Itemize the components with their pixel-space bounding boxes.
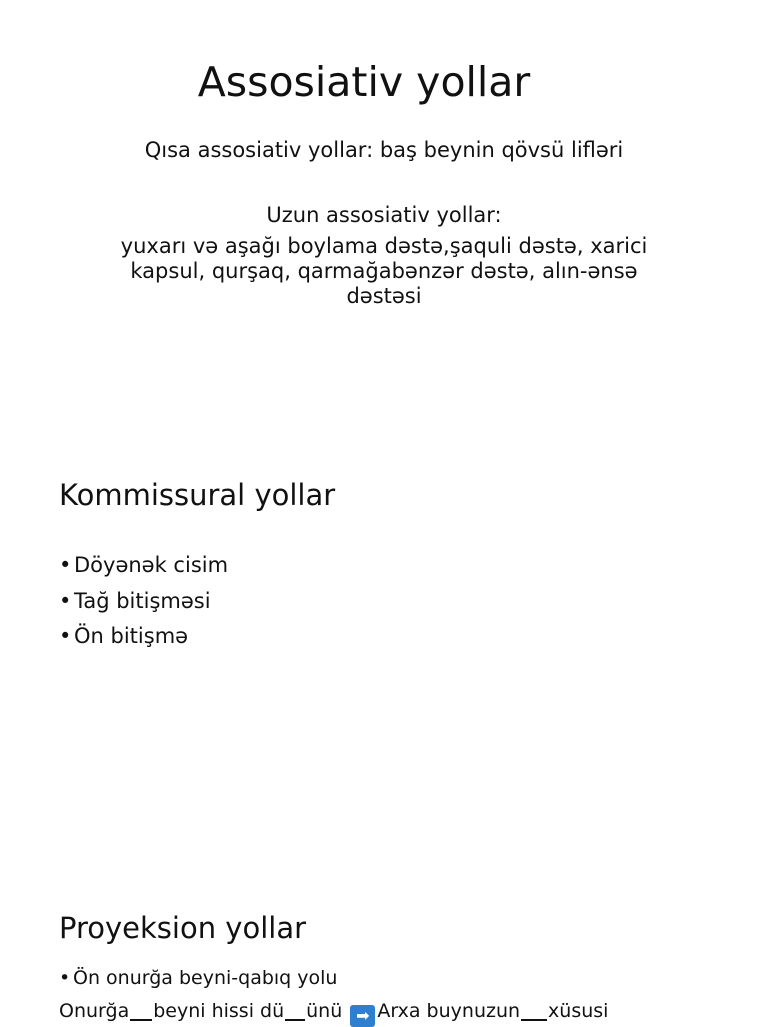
page-title: Assosiativ yollar: [197, 58, 531, 106]
list-item: [59, 619, 228, 655]
short-association-paths: Qısa assosiativ yollar: baş beynin qövsü lifləri: [144, 138, 624, 162]
long-association-heading: Uzun assosiativ yollar:: [266, 203, 502, 227]
projection-pathway-line: [59, 997, 608, 1027]
list-item-text: Döyənək cisim: [74, 553, 229, 577]
fill-blank: [285, 1001, 305, 1021]
pathway-text-3: ünü: [306, 1000, 343, 1022]
list-item-text: Tağ bitişməsi: [74, 588, 211, 613]
list-item: [59, 548, 228, 584]
fill-blank: [521, 1001, 547, 1021]
projection-heading: Proyeksion yollar: [59, 911, 307, 945]
projection-bullet-text: Ön onurğa beyni-qabıq yolu: [73, 967, 338, 989]
pathway-text-4: Arxa buynuzun: [377, 1000, 521, 1022]
pathway-text-2: beyni hissi dü: [153, 1000, 285, 1022]
fill-blank: [130, 1001, 152, 1021]
long-association-body: yuxarı və aşağı boylama dəstə,şaquli dəstə, xarici kapsul, qurşaq, qarmağabənzər dəstə, alın-ənsə dəstəsi: [120, 234, 648, 308]
bullet-icon: •: [59, 588, 72, 613]
list-item-text: Ön bitişmə: [74, 624, 189, 648]
pathway-text-5: xüsusi: [548, 1000, 609, 1022]
list-item: [59, 584, 228, 620]
right-arrow-icon: ➡: [350, 1005, 375, 1027]
bullet-icon: •: [59, 967, 71, 989]
projection-bullet: [59, 965, 337, 991]
bullet-icon: •: [59, 624, 72, 648]
commissural-heading: Kommissural yollar: [59, 478, 336, 512]
commissural-list: [59, 548, 228, 655]
pathway-text-1: Onurğa: [59, 1000, 130, 1022]
bullet-icon: •: [59, 553, 72, 577]
